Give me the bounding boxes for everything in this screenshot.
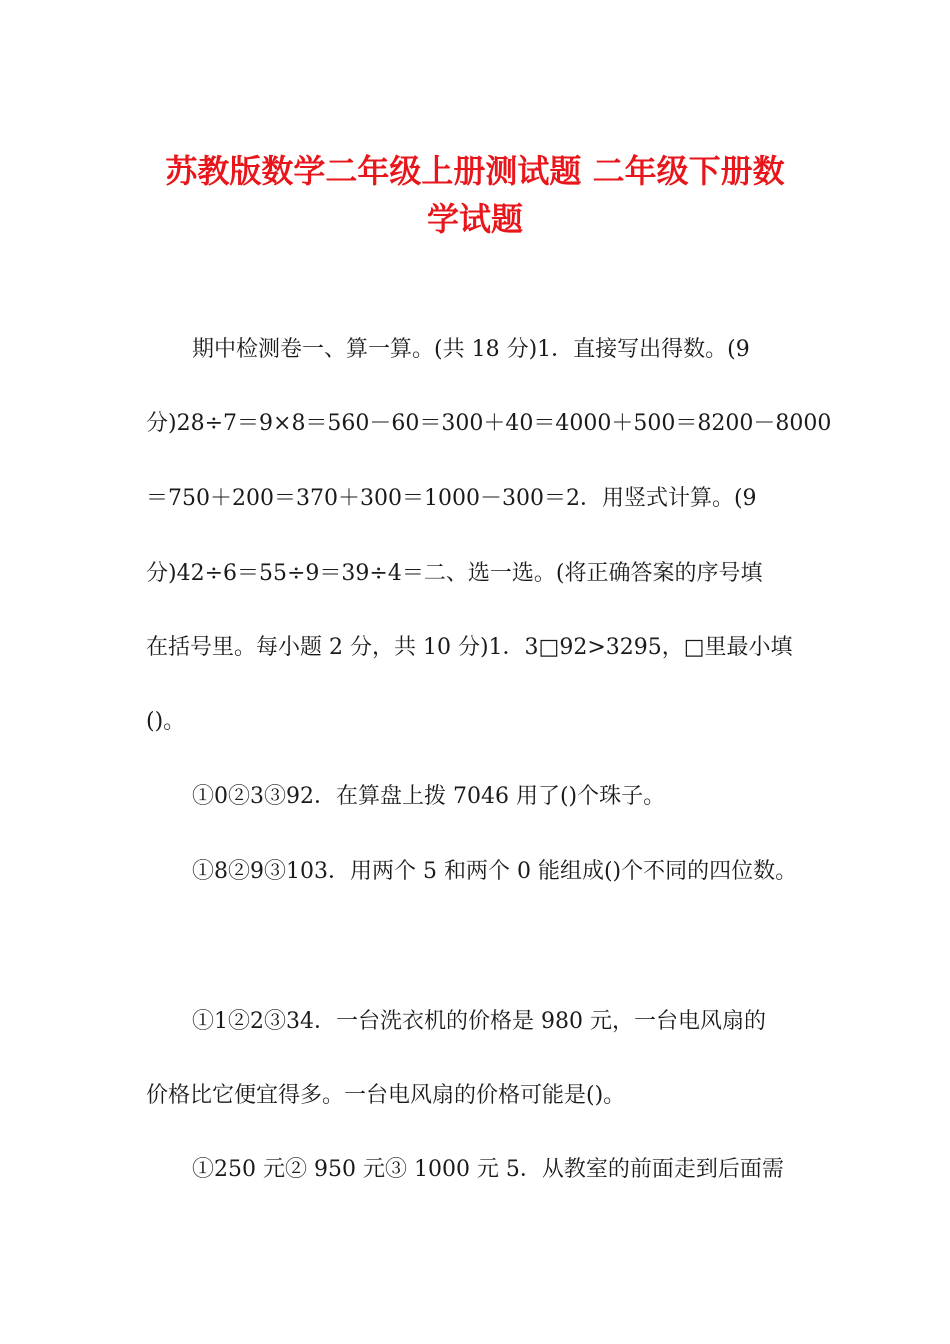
paragraph-line: ①8②9③103．用两个 5 和两个 0 能组成()个不同的四位数。 xyxy=(192,859,798,884)
paragraph-line: 价格比它便宜得多。一台电风扇的价格可能是()。 xyxy=(146,1083,626,1108)
document-title-line-1: 苏教版数学二年级上册测试题 二年级下册数 xyxy=(165,152,785,190)
paragraph-line: ＝750＋200＝370＋300＝1000－300＝2．用竖式计算。(9 xyxy=(146,486,757,511)
paragraph-line: 分)28÷7＝9×8＝560－60＝300＋40＝4000＋500＝8200－8000 xyxy=(146,411,832,436)
paragraph-line: ①0②3③92．在算盘上拨 7046 用了()个珠子。 xyxy=(192,784,666,809)
paragraph-line: ①1②2③34．一台洗衣机的价格是 980 元，一台电风扇的 xyxy=(192,1009,766,1034)
document-title-line-2: 学试题 xyxy=(426,200,523,238)
paragraph-line: 期中检测卷一、算一算。(共 18 分)1．直接写出得数。(9 xyxy=(192,337,750,362)
paragraph-line: 在括号里。每小题 2 分，共 10 分)1．3□92>3295，□里最小填 xyxy=(146,635,793,660)
paragraph-line: ()。 xyxy=(146,709,186,734)
paragraph-line: 分)42÷6＝55÷9＝39÷4＝二、选一选。(将正确答案的序号填 xyxy=(146,561,763,586)
paragraph-line: ①250 元② 950 元③ 1000 元 5．从教室的前面走到后面需 xyxy=(192,1157,784,1182)
